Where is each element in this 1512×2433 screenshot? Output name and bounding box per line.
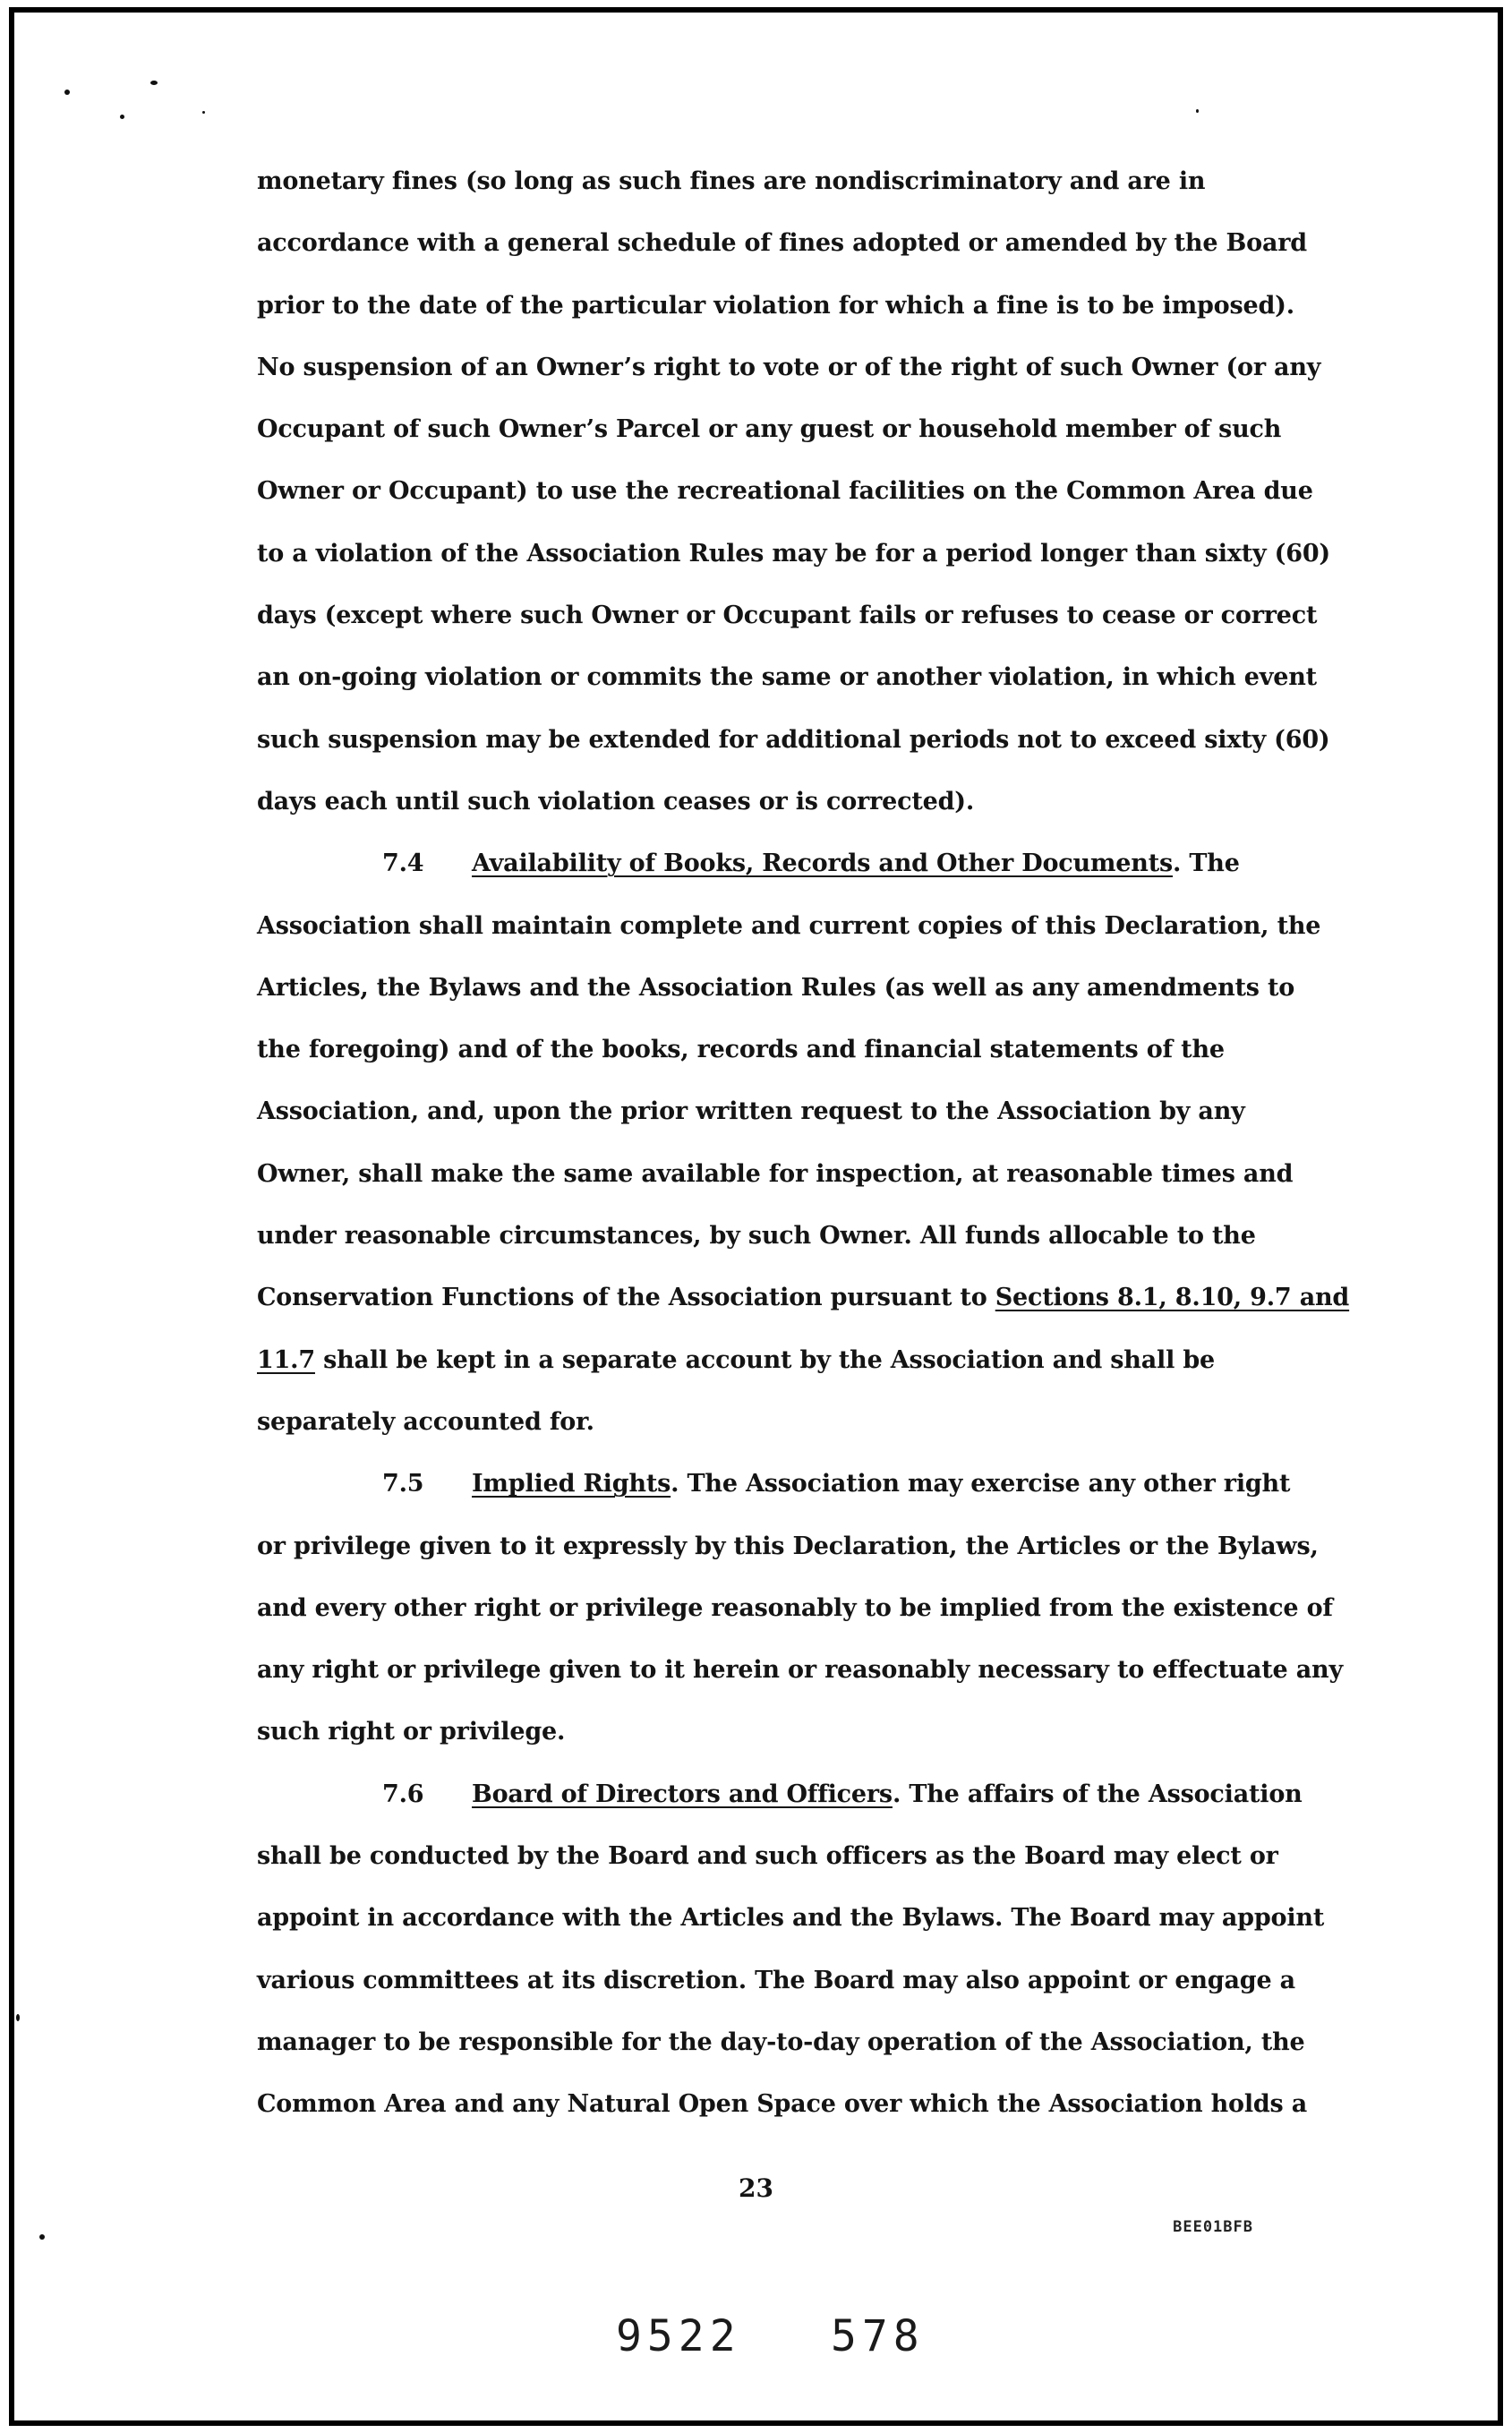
text-line: such suspension may be extended for additional periods not to exceed sixty (60) bbox=[257, 725, 1330, 754]
text-line: Occupant of such Owner’s Parcel or any guest or household member of such bbox=[257, 415, 1282, 444]
text-line-with-reference bbox=[257, 1329, 1260, 1391]
text-line: various committees at its discretion. The Board may also appoint or engage a bbox=[257, 1966, 1295, 1994]
scan-speck bbox=[202, 111, 205, 114]
text-line-with-reference bbox=[257, 1267, 1350, 1328]
recording-stamp-book: 9522 bbox=[616, 2311, 741, 2361]
text-line: Owner or Occupant) to use the recreational facilities on the Common Area due bbox=[257, 477, 1313, 506]
text-line: shall be conducted by the Board and such officers as the Board may elect or bbox=[257, 1842, 1278, 1871]
heading-line-text: . The affairs of the Association bbox=[892, 1780, 1303, 1808]
recording-stamp-page: 578 bbox=[831, 2311, 925, 2361]
page-number: 23 bbox=[739, 2173, 773, 2203]
scan-speck bbox=[16, 2014, 20, 2021]
scan-speck bbox=[64, 90, 70, 95]
text-line: Association, and, upon the prior written request to the Association by any bbox=[257, 1097, 1245, 1126]
section-7-4-heading-line bbox=[257, 832, 1260, 894]
document-code: BEE01BFB bbox=[1173, 2218, 1253, 2236]
text-line: and every other right or privilege reasonably to be implied from the existence of bbox=[257, 1593, 1333, 1622]
scan-speck bbox=[120, 115, 124, 119]
text-line: Owner, shall make the same available for inspection, at reasonable times and bbox=[257, 1159, 1294, 1188]
text-line: to a violation of the Association Rules may be for a period longer than sixty (60) bbox=[257, 539, 1330, 568]
text-line: such right or privilege. bbox=[257, 1718, 566, 1746]
text-line: days (except where such Owner or Occupant fails or refuses to cease or correct bbox=[257, 602, 1318, 630]
heading-line-text: . The bbox=[1172, 849, 1240, 878]
text-line: accordance with a general schedule of fines adopted or amended by the Board bbox=[257, 229, 1307, 258]
section-heading: Implied Rights bbox=[472, 1470, 671, 1498]
section-number: 7.5 bbox=[382, 1470, 424, 1498]
section-number: 7.6 bbox=[382, 1780, 424, 1808]
text-line: appoint in accordance with the Articles and the Bylaws. The Board may appoint bbox=[257, 1904, 1325, 1933]
section-heading: Availability of Books, Records and Other Documents bbox=[472, 849, 1173, 878]
text-line: an on-going violation or commits the same or another violation, in which event bbox=[257, 663, 1317, 692]
text-line: Association shall maintain complete and current copies of this Declaration, the bbox=[257, 911, 1321, 940]
text-line: under reasonable circumstances, by such Owner. All funds allocable to the bbox=[257, 1222, 1256, 1251]
section-number: 7.4 bbox=[382, 849, 424, 878]
text-line: manager to be responsible for the day-to-day operation of the Association, the bbox=[257, 2028, 1305, 2056]
text-line: prior to the date of the particular violation for which a fine is to be imposed). bbox=[257, 291, 1294, 320]
text-line: days each until such violation ceases or is corrected). bbox=[257, 787, 975, 815]
document-body bbox=[257, 150, 1350, 2136]
section-reference: Sections 8.1, 8.10, 9.7 and bbox=[995, 1284, 1350, 1312]
text-line: the foregoing) and of the books, records and financial statements of the bbox=[257, 1036, 1225, 1064]
line-text: Conservation Functions of the Association pursuant to bbox=[257, 1284, 995, 1312]
section-reference: 11.7 bbox=[257, 1345, 315, 1374]
section-7-5-heading-line bbox=[257, 1453, 1291, 1515]
text-line: monetary fines (so long as such fines are nondiscriminatory and are in bbox=[257, 167, 1206, 195]
line-text: shall be kept in a separate account by the Association and shall be bbox=[314, 1345, 1215, 1374]
text-line: or privilege given to it expressly by this Declaration, the Articles or the Bylaws, bbox=[257, 1532, 1319, 1560]
text-line: No suspension of an Owner’s right to vote or of the right of such Owner (or any bbox=[257, 353, 1321, 381]
section-7-6-heading-line bbox=[257, 1763, 1303, 1825]
heading-line-text: . The Association may exercise any other right bbox=[671, 1470, 1291, 1498]
section-heading: Board of Directors and Officers bbox=[472, 1780, 893, 1808]
text-line: separately accounted for. bbox=[257, 1407, 594, 1436]
text-line: Articles, the Bylaws and the Association Rules (as well as any amendments to bbox=[257, 973, 1295, 1002]
scan-speck bbox=[39, 2234, 45, 2240]
text-line: any right or privilege given to it herein or reasonably necessary to effectuate any bbox=[257, 1656, 1343, 1685]
scan-speck bbox=[150, 81, 158, 85]
scan-speck bbox=[1196, 109, 1199, 113]
text-line: Common Area and any Natural Open Space over which the Association holds a bbox=[257, 2090, 1308, 2119]
